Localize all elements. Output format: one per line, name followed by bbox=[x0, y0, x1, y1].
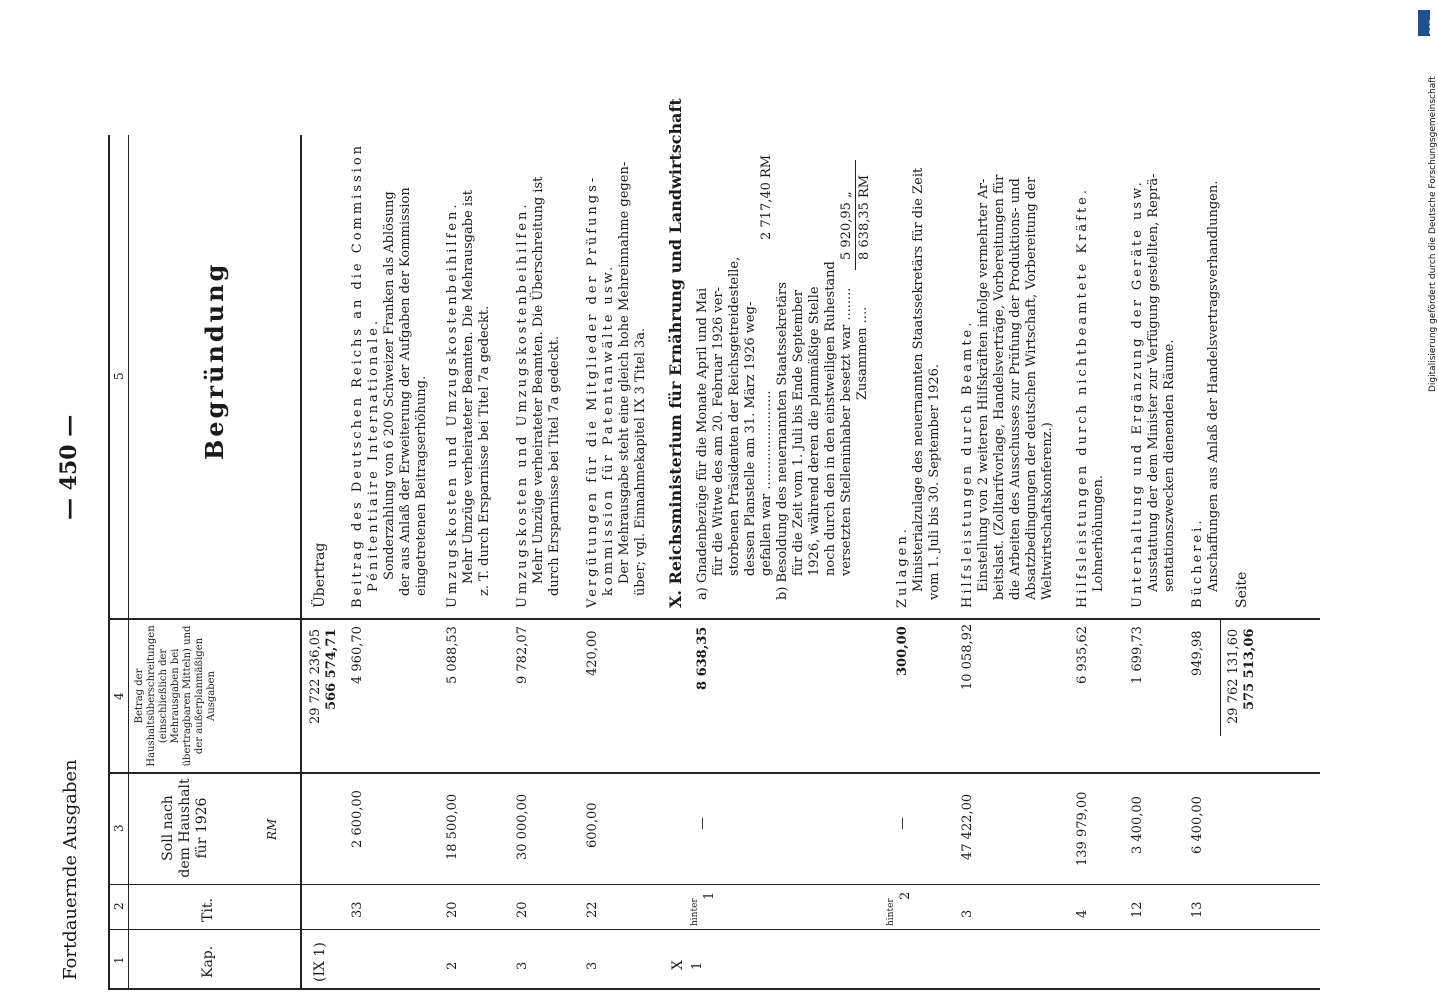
row-betrag-a: 5 088,53 bbox=[445, 626, 460, 684]
row-text-block bbox=[445, 190, 493, 608]
row-line: Beitrag des Deutschen Reichs an die Commission bbox=[350, 142, 365, 608]
row-text-block bbox=[1075, 187, 1107, 608]
header-betrag: Betrag der Haushaltsüberschreitungen (einschließlich der Mehrausgaben bei übertragbaren Mitteln) und der außerplanmäßigen Ausgaben bbox=[134, 625, 217, 767]
row-line: Weltwirtschaftskonferenz.) bbox=[1040, 422, 1055, 600]
row-soll: 139 979,00 bbox=[1075, 791, 1090, 866]
top-rule bbox=[108, 135, 110, 990]
row-line: Hilfsleistungen durch Beamte. bbox=[960, 319, 975, 608]
row-kap: 3 bbox=[585, 961, 600, 970]
row-line: Umzugskosten und Umzugskostenbeihilfen. bbox=[445, 201, 460, 608]
header-begruendung: Begründung bbox=[200, 261, 229, 460]
colnum-rule bbox=[128, 135, 129, 990]
total-rule bbox=[1220, 620, 1221, 736]
credit-text: Digitalisierung gefördert durch die Deutsche Forschungsgemeinschaft bbox=[1428, 76, 1438, 392]
colnum-5: 5 bbox=[112, 372, 126, 380]
running-head-left: Fortdauernde Ausgaben bbox=[60, 759, 81, 980]
row-amount: 2 717,40 RM bbox=[759, 154, 774, 240]
section-title: X. Reichsministerium für Ernährung und Landwirtschaft bbox=[666, 98, 685, 608]
col-divider-3 bbox=[110, 772, 1320, 774]
row-tit: 12 bbox=[1130, 901, 1145, 918]
row-line: storbenen Präsidenten der Reichsgetreidestelle, bbox=[727, 256, 742, 576]
row-tit-prefix: hinter bbox=[886, 898, 896, 926]
row-line: der aus Anlaß der Erweiterung der Aufgaben der Kommission bbox=[398, 187, 413, 596]
row-tit: 13 bbox=[1190, 901, 1205, 918]
dfg-logo-text: DFG bbox=[1428, 19, 1436, 34]
row-line: Anschaffungen aus Anlaß der Handelsvertragsverhandlungen. bbox=[1206, 180, 1221, 592]
header-soll: Soll nach dem Haushalt für 1926 bbox=[160, 778, 210, 878]
row-text-block bbox=[350, 143, 430, 608]
row-text-block bbox=[1190, 181, 1222, 608]
left-rule bbox=[110, 988, 1320, 990]
row-line: die Arbeiten des Ausschusses zur Prüfung der Produktions- und bbox=[1008, 178, 1023, 600]
header-tit: Tit. bbox=[200, 898, 216, 922]
row-text-block bbox=[585, 162, 649, 608]
page-number: — 450 — bbox=[56, 414, 82, 520]
row-line: z. T. durch Ersparnisse bei Titel 7a gedeckt. bbox=[477, 305, 492, 596]
row-soll: 30 000,00 bbox=[515, 793, 530, 860]
row-line: versetzten Stelleninhaber besetzt war ........ bbox=[839, 287, 854, 576]
row-betrag-a: 300,00 bbox=[895, 626, 910, 676]
row-kap: 2 bbox=[445, 961, 460, 970]
row-soll: 18 500,00 bbox=[445, 793, 460, 860]
row-kap: 1 bbox=[690, 961, 705, 970]
row-line: Bücherei. bbox=[1190, 517, 1205, 608]
total-text: Seite bbox=[1234, 571, 1250, 608]
total-betrag-a: 29 762 131,60 bbox=[1226, 628, 1241, 724]
row-line: Einstellung von 2 weiteren Hilfskräften infolge vermehrter Ar- bbox=[976, 178, 991, 592]
colnum-3: 3 bbox=[112, 824, 126, 832]
row-soll: 2 600,00 bbox=[350, 790, 365, 848]
colnum-4: 4 bbox=[112, 692, 126, 700]
row-line: noch durch den in den einstweiligen Ruhestand bbox=[823, 261, 838, 576]
row-line: Absatzbedingungen der deutschen Wirtschaft, Vorbereitung der bbox=[1024, 176, 1039, 600]
row-betrag-a: 8 638,35 bbox=[695, 626, 710, 690]
row-line: für die Witwe des am 20. Februar 1926 ver- bbox=[711, 286, 726, 576]
header-kap: Kap. bbox=[200, 945, 216, 978]
row-line: kommission für Patentanwälte usw. bbox=[601, 263, 616, 596]
row-text-block bbox=[515, 177, 563, 608]
row-line: Mehr Umzüge verheirateter Beamten. Die Mehrausgabe ist bbox=[461, 190, 476, 584]
row-line: dessen Planstelle am 31. März 1926 weg- bbox=[743, 301, 758, 576]
header-soll-unit: RM bbox=[265, 818, 279, 840]
row-soll: 3 400,00 bbox=[1130, 796, 1145, 854]
row-line: vom 1. Juli bis 30. September 1926. bbox=[927, 363, 942, 600]
row-text-block bbox=[960, 175, 1056, 608]
row-line: Mehr Umzüge verheirateter Beamten. Die Überschreitung ist bbox=[531, 176, 546, 584]
col-divider-1 bbox=[110, 929, 1320, 930]
row-line: sentationszwecken dienenden Räume. bbox=[1162, 339, 1177, 592]
row-line: Vergütungen für die Mitglieder der Prüfungs- bbox=[585, 174, 600, 608]
rotated-table-page bbox=[50, 80, 1330, 1000]
row-line: Lohnerhöhungen. bbox=[1091, 475, 1106, 592]
row-soll: 6 400,00 bbox=[1190, 796, 1205, 854]
row-line: Umzugskosten und Umzugskostenbeihilfen. bbox=[515, 201, 530, 608]
row-betrag-a: 1 699,73 bbox=[1130, 626, 1145, 684]
row-line: Zulagen. bbox=[895, 526, 910, 608]
row-tit: 2 bbox=[898, 891, 913, 900]
row-amount: 5 920,95 „ bbox=[839, 191, 854, 260]
row-line: Ausstattung der dem Minister zur Verfügung gestellten, Reprä- bbox=[1146, 173, 1161, 592]
colnum-2: 2 bbox=[112, 902, 126, 910]
row-tit: 4 bbox=[1075, 909, 1090, 918]
row-betrag-b: 566 574,71 bbox=[324, 628, 339, 710]
row-line: beitslast. (Zolltarifvorlage, Handelsverträge, Vorbereitungen für bbox=[992, 174, 1007, 600]
row-line: Zusammen .... bbox=[855, 306, 870, 400]
dfg-logo bbox=[1418, 10, 1436, 36]
row-amount: 8 638,35 RM bbox=[857, 174, 872, 260]
row-betrag-a: 4 960,70 bbox=[350, 626, 365, 684]
row-line: Ministerialzulage des neuernannten Staatssekretärs für die Zeit bbox=[911, 167, 926, 592]
row-text-block bbox=[695, 257, 871, 600]
row-line: gefallen war ........................ bbox=[759, 390, 774, 576]
row-tit: 3 bbox=[960, 909, 975, 918]
row-betrag-a: 420,00 bbox=[585, 630, 600, 676]
row-line: Sonderzahlung von 6 200 Schweizer Franken als Ablösung bbox=[382, 191, 397, 580]
row-text-block bbox=[895, 168, 943, 608]
row-soll: — bbox=[895, 817, 910, 830]
row-tit: 22 bbox=[585, 901, 600, 918]
row-betrag-a: 29 722 236,05 bbox=[308, 628, 323, 724]
header-bottom-rule bbox=[300, 135, 302, 990]
row-betrag-a: 10 058,92 bbox=[960, 623, 975, 690]
row-line: durch Ersparnisse bei Titel 7a gedeckt. bbox=[547, 335, 562, 596]
col-divider-2 bbox=[110, 884, 1320, 885]
row-tit: 20 bbox=[445, 901, 460, 918]
row-line: Hilfsleistungen durch nichtbeamtete Kräfte. bbox=[1075, 186, 1090, 608]
row-line: b) Besoldung des neuernannten Staatssekretärs bbox=[775, 282, 790, 600]
row-tit: 20 bbox=[515, 901, 530, 918]
row-tit: 33 bbox=[350, 901, 365, 918]
row-text-block bbox=[1130, 173, 1178, 608]
row-line: Pénitentiaire Internationale. bbox=[366, 317, 381, 592]
total-betrag-b: 575 513,06 bbox=[1242, 628, 1257, 710]
row-betrag-a: 6 935,62 bbox=[1075, 626, 1090, 684]
row-line: Der Mehrausgabe steht eine gleich hohe Mehreinnahme gegen- bbox=[617, 161, 632, 584]
row-soll: — bbox=[695, 817, 710, 830]
row-line: über; vgl. Einnahmekapitel IX 3 Titel 3a. bbox=[633, 327, 648, 596]
row-betrag-a: 9 782,07 bbox=[515, 626, 530, 684]
row-kap: 3 bbox=[515, 961, 530, 970]
row-soll: 600,00 bbox=[585, 802, 600, 848]
row-kap: X bbox=[670, 960, 686, 970]
row-line: eingetretenen Beitragserhöhung. bbox=[414, 375, 429, 596]
row-tit-prefix: hinter bbox=[690, 898, 700, 926]
row-betrag-a: 949,98 bbox=[1190, 630, 1205, 676]
row-line: 1926, während deren die planmäßige Stelle bbox=[807, 286, 822, 576]
sum-rule bbox=[855, 160, 856, 270]
colnum-1: 1 bbox=[112, 956, 126, 964]
col-divider-4 bbox=[110, 618, 1320, 620]
row-line: a) Gnadenbezüge für die Monate April und Mai bbox=[695, 287, 710, 600]
row-kap: (IX 1) bbox=[312, 942, 328, 982]
row-text: Übertrag bbox=[312, 542, 328, 608]
row-line: für die Zeit vom 1. Juli bis Ende September bbox=[791, 290, 806, 576]
row-soll: 47 422,00 bbox=[960, 793, 975, 860]
row-line: Unterhaltung und Ergänzung der Geräte usw. bbox=[1130, 179, 1145, 608]
row-tit: 1 bbox=[702, 891, 717, 900]
